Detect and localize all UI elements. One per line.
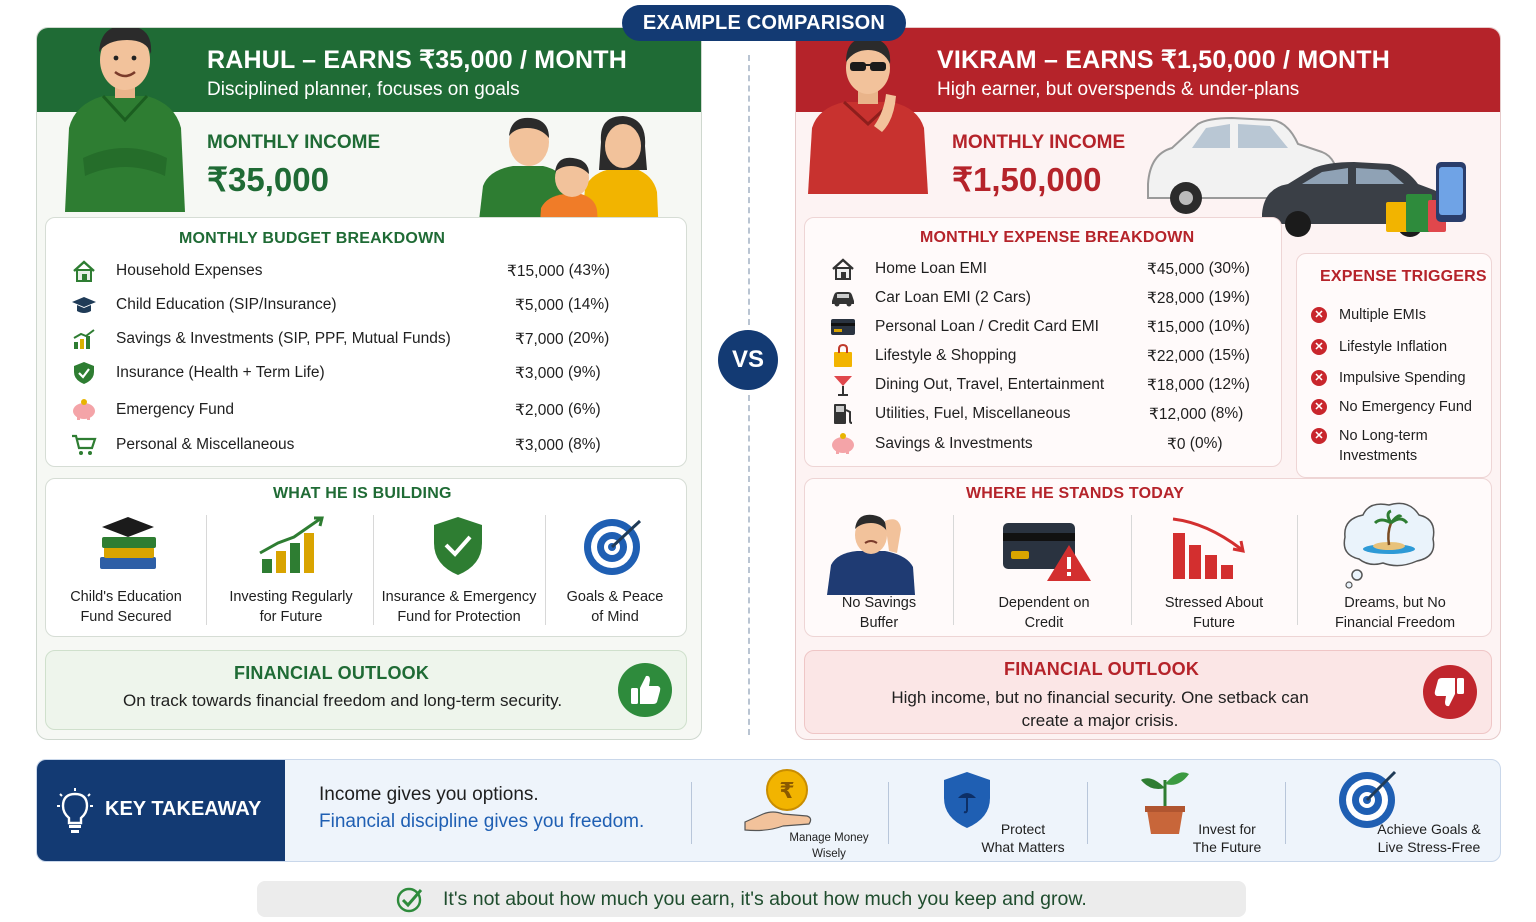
budget-amount: ₹3,000 (9%) xyxy=(515,364,601,382)
expense-label: Savings & Investments xyxy=(875,435,1033,452)
rahul-subtitle: Disciplined planner, focuses on goals xyxy=(207,79,520,100)
building-title: WHAT HE IS BUILDING xyxy=(273,485,452,502)
stands-item: Dependent on Credit xyxy=(998,595,1090,631)
expense-amount: ₹15,000 (10%) xyxy=(1147,318,1250,336)
expense-amount: ₹45,000 (30%) xyxy=(1147,260,1250,278)
cocktail-icon xyxy=(829,373,857,397)
vikram-income-label: MONTHLY INCOME xyxy=(952,132,1126,153)
building-item: Insurance & Emergency Fund for Protection xyxy=(381,589,537,625)
falling-bars-icon xyxy=(1167,515,1251,581)
house-icon xyxy=(70,259,98,283)
budget-label: Emergency Fund xyxy=(116,401,235,418)
building-item: Investing Regularly for Future xyxy=(229,589,353,625)
example-comparison-badge: EXAMPLE COMPARISON xyxy=(622,5,906,41)
thumbs-up-icon xyxy=(618,663,672,717)
left-outlook-title: FINANCIAL OUTLOOK xyxy=(234,663,430,683)
right-outlook-card xyxy=(804,650,1492,734)
vikram-income-value: ₹1,50,000 xyxy=(952,161,1102,198)
lightbulb-icon xyxy=(57,788,93,834)
center-divider xyxy=(748,55,750,325)
left-outlook-card xyxy=(45,650,687,730)
piggy-bank-icon xyxy=(70,398,98,422)
budget-amount: ₹7,000 (20%) xyxy=(515,330,610,348)
graduation-cap-icon xyxy=(70,293,98,317)
x-circle-icon: ✕ xyxy=(1311,370,1327,386)
budget-label: Insurance (Health + Term Life) xyxy=(116,364,325,381)
expense-row xyxy=(829,257,987,281)
expense-row xyxy=(829,315,1099,339)
rahul-title: RAHUL – EARNS ₹35,000 / MONTH xyxy=(207,46,627,74)
shield-icon xyxy=(70,361,98,385)
rupee-coin-hand-icon xyxy=(743,768,823,832)
stands-item: Stressed About Future xyxy=(1164,595,1264,631)
dream-island-icon xyxy=(1339,499,1439,589)
trigger-item: ✕ No Emergency Fund xyxy=(1311,397,1472,417)
takeaway-item: Achieve Goals & Live Stress-Free xyxy=(1377,821,1481,855)
growth-chart-icon xyxy=(70,327,98,351)
expense-label: Home Loan EMI xyxy=(875,260,987,277)
rahul-income-value: ₹35,000 xyxy=(207,161,329,198)
what-he-is-building-card xyxy=(45,478,687,637)
x-circle-icon: ✕ xyxy=(1311,399,1327,415)
shopping-bag-icon xyxy=(829,344,857,368)
takeaway-item: Manage Money Wisely xyxy=(789,832,869,860)
expense-triggers-title: EXPENSE TRIGGERS xyxy=(1320,268,1487,285)
building-item: Goals & Peace of Mind xyxy=(566,589,664,625)
expense-row xyxy=(829,373,1104,397)
right-outlook-title: FINANCIAL OUTLOOK xyxy=(1004,659,1200,679)
trigger-item: ✕ Lifestyle Inflation xyxy=(1311,337,1447,357)
x-circle-icon: ✕ xyxy=(1311,307,1327,323)
trigger-item: ✕ No Long-term Investments xyxy=(1311,426,1428,466)
stands-title: WHERE HE STANDS TODAY xyxy=(966,485,1185,502)
books-cap-icon xyxy=(94,515,162,577)
thumbs-down-icon xyxy=(1423,665,1477,719)
target-icon xyxy=(582,515,646,577)
budget-label: Personal & Miscellaneous xyxy=(116,436,295,453)
vikram-illustration xyxy=(804,28,932,194)
rising-bars-icon xyxy=(256,515,328,577)
vikram-subtitle: High earner, but overspends & under-plans xyxy=(937,79,1300,100)
takeaway-item: Invest for The Future xyxy=(1192,821,1262,855)
x-circle-icon: ✕ xyxy=(1311,428,1327,444)
budget-row xyxy=(70,327,451,351)
check-badge-icon xyxy=(396,886,424,913)
expense-amount: ₹18,000 (12%) xyxy=(1147,376,1250,394)
expense-label: Personal Loan / Credit Card EMI xyxy=(875,318,1099,335)
takeaway-line-2: Financial discipline gives you freedom. xyxy=(319,811,645,832)
budget-amount: ₹3,000 (8%) xyxy=(515,436,601,454)
vikram-title: VIKRAM – EARNS ₹1,50,000 / MONTH xyxy=(937,46,1390,74)
card-warning-icon xyxy=(999,517,1095,583)
budget-label: Household Expenses xyxy=(116,262,263,279)
trigger-item: ✕ Multiple EMIs xyxy=(1311,305,1426,325)
expense-breakdown-card xyxy=(804,217,1282,467)
budget-row xyxy=(70,398,234,422)
where-he-stands-card xyxy=(804,478,1492,637)
key-takeaway-bar xyxy=(36,759,1501,862)
piggy-bank-icon xyxy=(829,432,857,456)
stands-item: Dreams, but No Financial Freedom xyxy=(1334,595,1456,631)
budget-breakdown-title: MONTHLY BUDGET BREAKDOWN xyxy=(179,230,446,247)
rahul-panel xyxy=(36,27,702,740)
expense-row xyxy=(829,432,1033,456)
center-divider xyxy=(748,395,750,735)
expense-row xyxy=(829,402,1071,426)
expense-label: Car Loan EMI (2 Cars) xyxy=(875,289,1031,306)
vikram-panel xyxy=(795,27,1501,740)
budget-label: Child Education (SIP/Insurance) xyxy=(116,296,337,313)
key-takeaway-label: KEY TAKEAWAY xyxy=(105,798,262,820)
vs-badge: VS xyxy=(718,330,778,390)
x-circle-icon: ✕ xyxy=(1311,339,1327,355)
svg-text:₹: ₹ xyxy=(779,779,795,804)
right-outlook-text: High income, but no financial security. One setback can create a major crisis. xyxy=(891,688,1309,730)
expense-amount: ₹28,000 (19%) xyxy=(1147,289,1250,307)
budget-row xyxy=(70,259,263,283)
budget-amount: ₹2,000 (6%) xyxy=(515,401,601,419)
takeaway-line-1: Income gives you options. xyxy=(319,784,539,805)
takeaway-item: Protect What Matters xyxy=(981,821,1065,855)
budget-amount: ₹15,000 (43%) xyxy=(507,262,610,280)
budget-row xyxy=(70,361,325,385)
car-icon xyxy=(829,286,857,310)
left-outlook-text: On track towards financial freedom and long-term security. xyxy=(123,691,563,710)
expense-amount: ₹22,000 (15%) xyxy=(1147,347,1250,365)
fuel-pump-icon xyxy=(829,402,857,426)
expense-breakdown-title: MONTHLY EXPENSE BREAKDOWN xyxy=(920,229,1195,246)
cart-icon xyxy=(70,433,98,457)
expense-amount: ₹0 (0%) xyxy=(1167,435,1223,453)
worried-man-icon xyxy=(823,509,919,595)
expense-row xyxy=(829,344,1016,368)
trigger-item: ✕ Impulsive Spending xyxy=(1311,368,1466,388)
footer-text: It's not about how much you earn, it's about how much you keep and grow. xyxy=(443,888,1087,910)
house-icon xyxy=(829,257,857,281)
credit-card-icon xyxy=(829,315,857,339)
stands-item: No Savings Buffer xyxy=(841,595,917,631)
key-takeaway-label-block xyxy=(37,760,285,862)
building-item: Child's Education Fund Secured xyxy=(70,589,182,625)
budget-label: Savings & Investments (SIP, PPF, Mutual Funds) xyxy=(116,330,451,347)
expense-label: Dining Out, Travel, Entertainment xyxy=(875,376,1105,393)
check-shield-icon xyxy=(430,515,486,577)
expense-label: Lifestyle & Shopping xyxy=(875,347,1017,364)
expense-triggers-card xyxy=(1296,253,1492,478)
budget-amount: ₹5,000 (14%) xyxy=(515,296,610,314)
rahul-illustration xyxy=(55,27,195,212)
footer-banner xyxy=(257,881,1246,917)
rahul-income-label: MONTHLY INCOME xyxy=(207,132,381,153)
budget-row xyxy=(70,433,294,457)
budget-breakdown-card xyxy=(45,217,687,467)
expense-label: Utilities, Fuel, Miscellaneous xyxy=(875,405,1071,422)
expense-amount: ₹12,000 (8%) xyxy=(1149,405,1244,423)
budget-row xyxy=(70,293,337,317)
expense-row xyxy=(829,286,1031,310)
